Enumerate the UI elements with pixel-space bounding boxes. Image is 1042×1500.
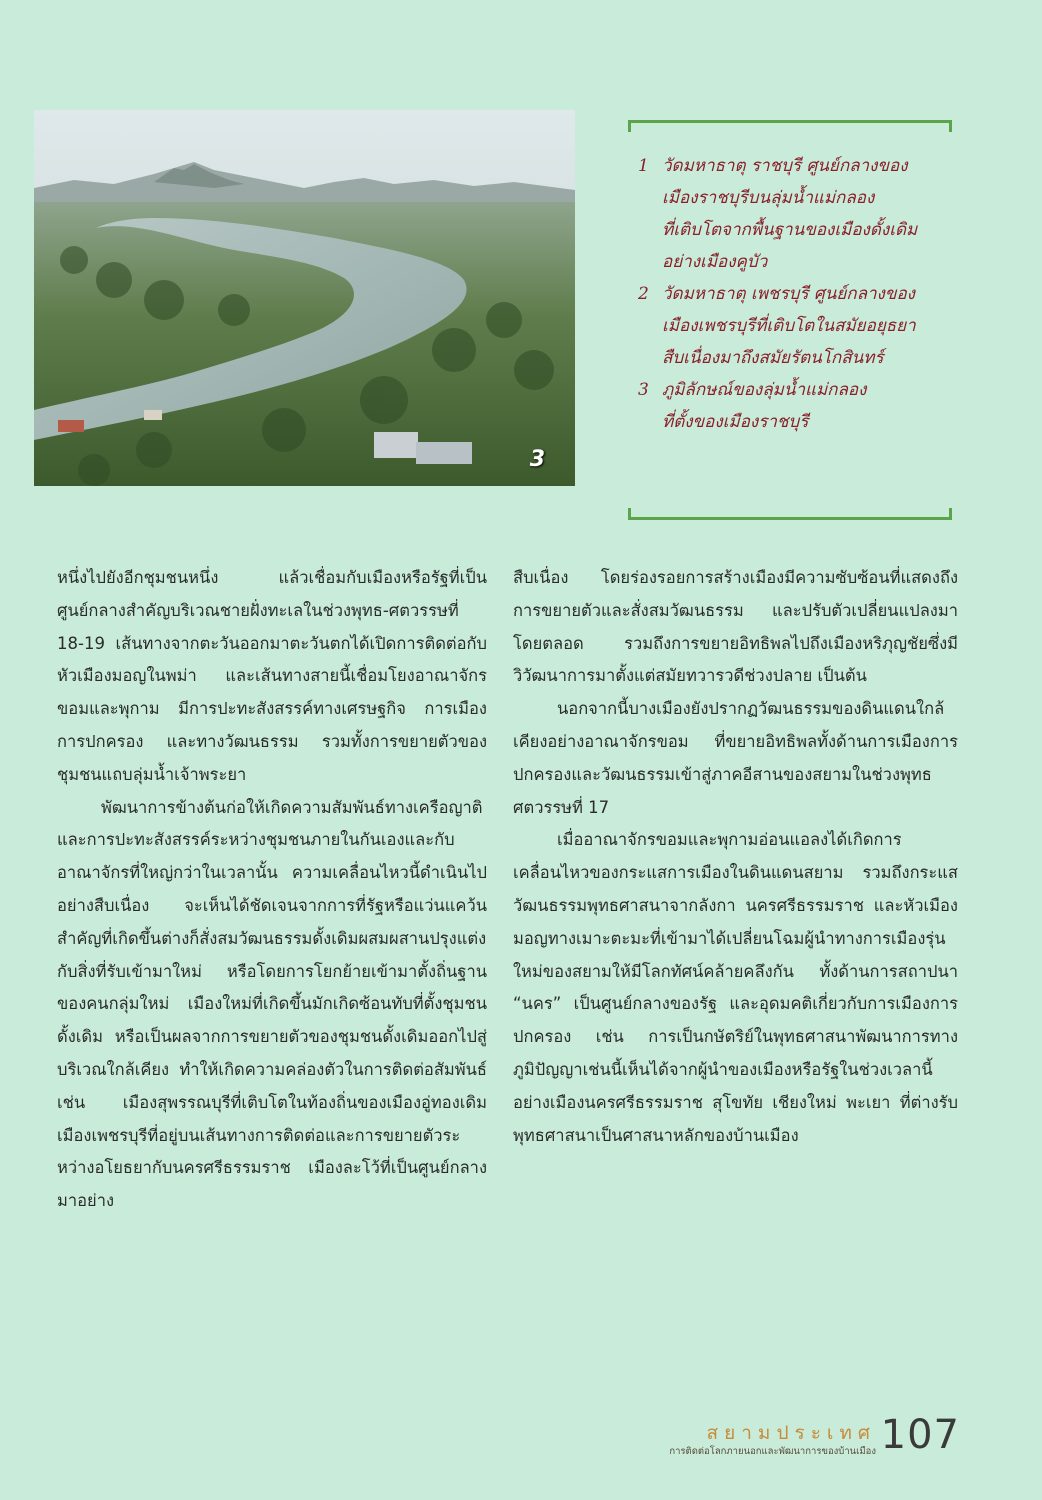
caption-text: วัดมหาธาตุ เพชรบุรี ศูนย์กลางของ เมืองเพชรบุรีที่เติบโตในสมัยอยุธยา สืบเนื่องมาถึงสมัยรัตนโกสินทร์ [662, 284, 916, 368]
publication-tagline: การติดต่อโลกภายนอกและพัฒนาการของบ้านเมือง [669, 1446, 876, 1457]
publication-brand: สยามประเทศ [706, 1422, 876, 1444]
body-paragraph: หนึ่งไปยังอีกชุมชนหนึ่ง แล้วเชื่อมกับเมืองหรือรัฐที่เป็นศูนย์กลางสำคัญบริเวณชายฝั่งทะเลในช่วงพุทธ-ศตวรรษที่ 18-19 เส้นทางจากตะวันออกมาตะวันตกได้เปิดการติดต่อกับหัวเมืองมอญในพม่า และเส้นทางสายนี้เชื่อมโยงอาณาจักรขอมและพุกาม มีการปะทะสังสรรค์ทางเศรษฐกิจ การเมืองการปกครอง และทางวัฒนธรรม รวมทั้งการขยายตัวของชุมชนแถบลุ่มน้ำเจ้าพระยา [57, 568, 487, 784]
caption-item-2 [638, 278, 958, 374]
caption-text: วัดมหาธาตุ ราชบุรี ศูนย์กลางของ เมืองราชบุรีบนลุ่มน้ำแม่กลอง ที่เติบโตจากพื้นฐานของเมืองดั้งเดิม อย่างเมืองคูบัว [662, 156, 918, 272]
body-paragraph: เมื่ออาณาจักรขอมและพุกามอ่อนแอลงได้เกิดการเคลื่อนไหวของกระแสการเมืองในดินแดนสยาม รวมถึงกระแสวัฒนธรรมพุทธศาสนาจากลังกา นครศรีธรรมราช และหัวเมืองมอญทางเมาะตะมะที่เข้ามาได้เปลี่ยนโฉมผู้นำทางการเมืองรุ่นใหม่ของสยามให้มีโลกทัศน์คล้ายคลึงกัน ทั้งด้านการสถาปนา “นคร” เป็นศูนย์กลางของรัฐ และอุดมคติเกี่ยวกับการเมืองการปกครอง เช่น การเป็นกษัตริย์ในพุทธศาสนาพัฒนาการทางภูมิปัญญาเช่นนี้เห็นได้จากผู้นำของเมืองหรือรัฐในช่วงเวลานี้ อย่างเมืองนครศรีธรรมราช สุโขทัย เชียงใหม่ พะเยา ที่ต่างรับพุทธศาสนาเป็นศาสนาหลักของบ้านเมือง [513, 830, 958, 1145]
body-paragraph: นอกจากนี้บางเมืองยังปรากฏวัฒนธรรมของดินแดนใกล้เคียงอย่างอาณาจักรขอม ที่ขยายอิทธิพลทั้งด้านการเมืองการปกครองและวัฒนธรรมเข้าสู่ภาคอีสานของสยามในช่วงพุทธศตวรรษที่ 17 [513, 699, 958, 817]
photo-caption-box [628, 120, 952, 520]
left-text-column [57, 562, 487, 1218]
caption-number: 3 [638, 380, 649, 400]
page-footer [560, 1412, 960, 1466]
caption-item-3 [638, 374, 958, 438]
caption-list [638, 150, 958, 438]
caption-top-rule [628, 120, 952, 123]
caption-item-1 [638, 150, 958, 278]
river-landscape-illustration [34, 110, 575, 486]
body-paragraph: สืบเนื่อง โดยร่องรอยการสร้างเมืองมีความซับซ้อนที่แสดงถึงการขยายตัวและสั่งสมวัฒนธรรม และปรับตัวเปลี่ยนแปลงมาโดยตลอด รวมถึงการขยายอิทธิพลไปถึงเมืองหริภุญชัยซึ่งมีวิวัฒนาการมาตั้งแต่สมัยทวารวดีช่วงปลาย เป็นต้น [513, 568, 958, 686]
page-number: 107 [880, 1412, 960, 1458]
river-landscape-photo [34, 110, 575, 486]
caption-text: ภูมิลักษณ์ของลุ่มน้ำแม่กลอง ที่ตั้งของเมืองราชบุรี [662, 380, 867, 432]
caption-number: 1 [638, 156, 649, 176]
caption-bottom-rule [628, 517, 952, 520]
caption-number: 2 [638, 284, 649, 304]
right-text-column [513, 562, 958, 1152]
photo-number-label: 3 [529, 447, 545, 472]
body-paragraph: พัฒนาการข้างต้นก่อให้เกิดความสัมพันธ์ทางเครือญาติและการปะทะสังสรรค์ระหว่างชุมชนภายในกันเองและกับอาณาจักรที่ใหญ่กว่าในเวลานั้น ความเคลื่อนไหวนี้ดำเนินไปอย่างสืบเนื่อง จะเห็นได้ชัดเจนจากการที่รัฐหรือแว่นแคว้นสำคัญที่เกิดขึ้นต่างก็สั่งสมวัฒนธรรมดั้งเดิมผสมผสานปรุงแต่งกับสิ่งที่รับเข้ามาใหม่ หรือโดยการโยกย้ายเข้ามาตั้งถิ่นฐานของคนกลุ่มใหม่ เมืองใหม่ที่เกิดขึ้นมักเกิดซ้อนทับที่ตั้งชุมชนดั้งเดิม หรือเป็นผลจากการขยายตัวของชุมชนดั้งเดิมออกไปสู่บริเวณใกล้เคียง ทำให้เกิดความคล่องตัวในการติดต่อสัมพันธ์ เช่น เมืองสุพรรณบุรีที่เติบโตในท้องถิ่นของเมืองอู่ทองเดิม เมืองเพชรบุรีที่อยู่บนเส้นทางการติดต่อและการขยายตัวระหว่างอโยธยากับนครศรีธรรมราช เมืองละโว้ที่เป็นศูนย์กลางมาอย่าง [57, 797, 487, 1211]
